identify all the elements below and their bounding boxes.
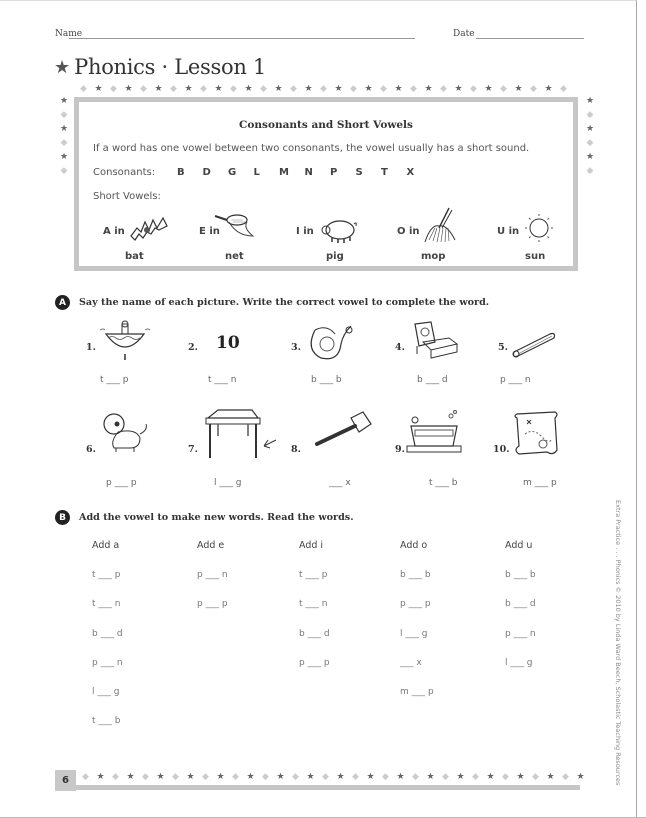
- item-number: 7.: [188, 444, 198, 455]
- star-icon: ★: [186, 772, 195, 782]
- consonant: T: [381, 167, 388, 178]
- pig-icon: [316, 214, 360, 246]
- section-a-heading: [55, 295, 489, 310]
- diamond-icon: ◆: [262, 772, 269, 782]
- item-word: b ___ b: [311, 375, 342, 385]
- column-header: Add u: [505, 540, 533, 551]
- decorative-border-left: [58, 94, 70, 178]
- mop-icon: [421, 208, 461, 240]
- consonants-label: Consonants:: [93, 167, 156, 178]
- column-header: Add e: [197, 540, 225, 551]
- vowel-example-e: [199, 214, 299, 264]
- star-icon: ★: [54, 56, 71, 78]
- word-blank: m ___ p: [400, 687, 434, 698]
- decorative-border-bottom: [78, 771, 588, 783]
- pin-icon: [510, 320, 560, 362]
- vowel-prefix: U in: [497, 226, 520, 237]
- diamond-icon: ◆: [472, 772, 479, 782]
- diamond-icon: ◆: [410, 84, 417, 94]
- word-blank: p ___ n: [92, 657, 123, 668]
- star-icon: ★: [306, 772, 315, 782]
- diamond-icon: ◆: [440, 84, 447, 94]
- star-icon: ★: [244, 84, 253, 94]
- info-box: [74, 97, 578, 271]
- ten-icon: 10: [216, 333, 240, 353]
- star-icon: ★: [126, 772, 135, 782]
- word-blank: t ___ p: [299, 570, 328, 580]
- vowel-prefix: I in: [296, 226, 314, 237]
- exercise-item: [291, 320, 391, 390]
- phonics-rule: If a word has one vowel between two consonants, the vowel usually has a short sound.: [93, 143, 530, 154]
- diamond-icon: ◆: [200, 84, 207, 94]
- star-icon: ★: [336, 772, 345, 782]
- section-a-badge: A: [55, 295, 70, 310]
- word-blank: l ___ g: [92, 687, 120, 698]
- net-icon: [213, 210, 253, 242]
- bat-icon: [129, 214, 169, 246]
- vowel-prefix: E in: [199, 226, 220, 237]
- section-a-instruction: Say the name of each picture. Write the correct vowel to complete the word.: [79, 297, 490, 308]
- word-blank: t ___ n: [92, 599, 121, 610]
- vowel-prefix: O in: [397, 226, 420, 237]
- item-word: p ___ p: [106, 478, 137, 488]
- exercise-item: [188, 410, 288, 488]
- ax-icon: [315, 410, 375, 452]
- exercise-item: [395, 410, 495, 488]
- consonant: X: [406, 167, 415, 178]
- star-icon: ★: [546, 772, 555, 782]
- page-title-row: [54, 52, 266, 82]
- diamond-icon: ◆: [500, 84, 507, 94]
- star-icon: ★: [214, 84, 223, 94]
- diamond-icon: ◆: [380, 84, 387, 94]
- consonant: P: [330, 167, 338, 178]
- page-title: Phonics · Lesson 1: [74, 55, 266, 79]
- word-blank: b ___ b: [400, 570, 431, 580]
- star-icon: ★: [59, 124, 69, 134]
- vowel-column-a: [92, 540, 172, 746]
- diamond-icon: ◆: [202, 772, 209, 782]
- top-icon: [100, 320, 150, 362]
- word-blank: t ___ p: [92, 570, 121, 580]
- diamond-icon: ◆: [292, 772, 299, 782]
- date-label: Date: [453, 29, 475, 39]
- item-number: 1.: [86, 342, 96, 353]
- diamond-icon: ◆: [532, 772, 539, 782]
- vowel-example-o: [397, 214, 497, 264]
- diamond-icon: ◆: [320, 84, 327, 94]
- diamond-icon: ◆: [140, 84, 147, 94]
- star-icon: ★: [585, 96, 595, 106]
- section-b-instruction: Add the vowel to make new words. Read the words.: [79, 512, 354, 523]
- diamond-icon: ◆: [260, 84, 267, 94]
- item-word: p ___ n: [500, 375, 531, 385]
- diamond-icon: ◆: [142, 772, 149, 782]
- item-number: 6.: [86, 444, 96, 455]
- page-number: 6: [55, 770, 76, 791]
- exercise-item: [291, 410, 391, 488]
- diamond-icon: ◆: [110, 84, 117, 94]
- diamond-icon: ◆: [530, 84, 537, 94]
- diamond-icon: ◆: [586, 138, 594, 148]
- table-leg-icon: [202, 410, 272, 460]
- item-number: 9.: [395, 444, 405, 455]
- diamond-icon: ◆: [412, 772, 419, 782]
- diamond-icon: ◆: [560, 84, 567, 94]
- diamond-icon: ◆: [502, 772, 509, 782]
- diamond-icon: ◆: [470, 84, 477, 94]
- star-icon: ★: [124, 84, 133, 94]
- star-icon: ★: [426, 772, 435, 782]
- column-header: Add i: [299, 540, 324, 551]
- star-icon: ★: [274, 84, 283, 94]
- vowel-column-i: [299, 540, 379, 687]
- decorative-border-right: [584, 94, 596, 178]
- consonant: N: [304, 167, 313, 178]
- exercise-item: [493, 410, 593, 488]
- tub-icon: [407, 410, 461, 452]
- consonant: G: [228, 167, 237, 178]
- info-box-title: Consonants and Short Vowels: [239, 119, 413, 131]
- date-field[interactable]: [476, 38, 584, 39]
- consonant: L: [253, 167, 260, 178]
- exercise-item: [86, 410, 186, 488]
- vowel-column-o: [400, 540, 480, 716]
- star-icon: ★: [544, 84, 553, 94]
- vowel-example-u: [497, 214, 597, 264]
- consonant: M: [279, 167, 289, 178]
- star-icon: ★: [59, 96, 69, 106]
- diamond-icon: ◆: [232, 772, 239, 782]
- word-blank: t ___ n: [299, 599, 328, 610]
- vowel-example-i: [296, 214, 396, 264]
- diamond-icon: ◆: [586, 166, 594, 176]
- footer-rule: [76, 785, 580, 790]
- star-icon: ★: [366, 772, 375, 782]
- diamond-icon: ◆: [230, 84, 237, 94]
- diamond-icon: ◆: [586, 110, 594, 120]
- item-number: 4.: [395, 342, 405, 353]
- short-vowels-label: Short Vowels:: [93, 191, 161, 202]
- column-header: Add a: [92, 540, 120, 551]
- vowel-column-e: [197, 540, 277, 629]
- item-word: t ___ n: [208, 375, 237, 385]
- word-blank: p ___ p: [299, 657, 330, 668]
- name-label: Name: [55, 29, 83, 39]
- star-icon: ★: [59, 152, 69, 162]
- word-blank: p ___ p: [197, 599, 228, 610]
- star-icon: ★: [154, 84, 163, 94]
- consonant-row: [93, 167, 432, 178]
- item-number: 8.: [291, 444, 301, 455]
- map-icon: [511, 410, 561, 456]
- section-b-heading: [55, 510, 354, 525]
- item-word: t ___ b: [429, 478, 458, 488]
- column-header: Add o: [400, 540, 428, 551]
- diamond-icon: ◆: [112, 772, 119, 782]
- item-number: 2.: [188, 342, 198, 353]
- vowel-word: bat: [125, 251, 144, 262]
- diamond-icon: ◆: [382, 772, 389, 782]
- diamond-icon: ◆: [172, 772, 179, 782]
- word-blank: b ___ d: [505, 599, 536, 610]
- item-word: l ___ g: [214, 478, 242, 488]
- star-icon: ★: [585, 152, 595, 162]
- item-word: m ___ p: [523, 478, 557, 488]
- item-word: ___ x: [329, 478, 351, 488]
- star-icon: ★: [486, 772, 495, 782]
- vowel-word: mop: [421, 251, 446, 262]
- word-blank: p ___ n: [197, 570, 228, 580]
- word-blank: b ___ b: [505, 570, 536, 580]
- pup-icon: [100, 412, 150, 454]
- diamond-icon: ◆: [290, 84, 297, 94]
- word-blank: l ___ g: [400, 628, 428, 639]
- vowel-column-u: [505, 540, 585, 687]
- copyright-credit: [612, 500, 624, 786]
- star-icon: ★: [304, 84, 313, 94]
- star-icon: ★: [156, 772, 165, 782]
- exercise-item: [86, 320, 186, 390]
- vowel-word: net: [225, 251, 244, 262]
- consonant: D: [202, 167, 211, 178]
- star-icon: ★: [424, 84, 433, 94]
- word-blank: l ___ g: [505, 657, 533, 668]
- star-icon: ★: [576, 772, 585, 782]
- word-blank: p ___ p: [400, 599, 431, 610]
- star-icon: ★: [94, 84, 103, 94]
- vowel-prefix: A in: [103, 226, 125, 237]
- star-icon: ★: [514, 84, 523, 94]
- star-icon: ★: [184, 84, 193, 94]
- consonant: S: [355, 167, 363, 178]
- item-word: b ___ d: [417, 375, 448, 385]
- item-number: 3.: [291, 342, 301, 353]
- section-b-badge: B: [55, 510, 70, 525]
- item-word: t ___ p: [100, 375, 129, 385]
- star-icon: ★: [364, 84, 373, 94]
- consonant: B: [177, 167, 185, 178]
- star-icon: ★: [246, 772, 255, 782]
- star-icon: ★: [394, 84, 403, 94]
- vowel-word: sun: [525, 251, 546, 262]
- diamond-icon: ◆: [60, 166, 68, 176]
- star-icon: ★: [396, 772, 405, 782]
- word-blank: ___ x: [400, 657, 422, 668]
- diamond-icon: ◆: [352, 772, 359, 782]
- name-date-row: [55, 27, 585, 43]
- word-blank: b ___ d: [92, 628, 123, 639]
- item-number: 5.: [498, 342, 508, 353]
- diamond-icon: ◆: [80, 84, 87, 94]
- exercise-item: [188, 320, 288, 390]
- star-icon: ★: [585, 124, 595, 134]
- word-blank: t ___ b: [92, 716, 121, 727]
- diamond-icon: ◆: [82, 772, 89, 782]
- sun-icon: [519, 212, 559, 244]
- star-icon: ★: [96, 772, 105, 782]
- name-field[interactable]: [69, 38, 415, 39]
- decorative-border-top: [76, 83, 571, 95]
- item-number: 10.: [493, 444, 510, 455]
- diamond-icon: ◆: [60, 110, 68, 120]
- star-icon: ★: [456, 772, 465, 782]
- bed-icon: [409, 320, 459, 362]
- diamond-icon: ◆: [322, 772, 329, 782]
- diamond-icon: ◆: [170, 84, 177, 94]
- star-icon: ★: [484, 84, 493, 94]
- star-icon: ★: [516, 772, 525, 782]
- copyright-text: Extra Practice . . . Phonics © 2010 by Linda Ward Beech, Scholastic Teaching Resources: [614, 500, 622, 786]
- vowel-example-a: [103, 214, 203, 264]
- diamond-icon: ◆: [350, 84, 357, 94]
- diamond-icon: ◆: [562, 772, 569, 782]
- bib-icon: [305, 320, 355, 362]
- diamond-icon: ◆: [60, 138, 68, 148]
- diamond-icon: ◆: [442, 772, 449, 782]
- star-icon: ★: [334, 84, 343, 94]
- word-blank: b ___ d: [299, 628, 330, 639]
- star-icon: ★: [216, 772, 225, 782]
- exercise-item: [498, 320, 598, 390]
- star-icon: ★: [276, 772, 285, 782]
- word-blank: p ___ n: [505, 628, 536, 639]
- exercise-item: [395, 320, 495, 390]
- star-icon: ★: [454, 84, 463, 94]
- vowel-word: pig: [326, 251, 344, 262]
